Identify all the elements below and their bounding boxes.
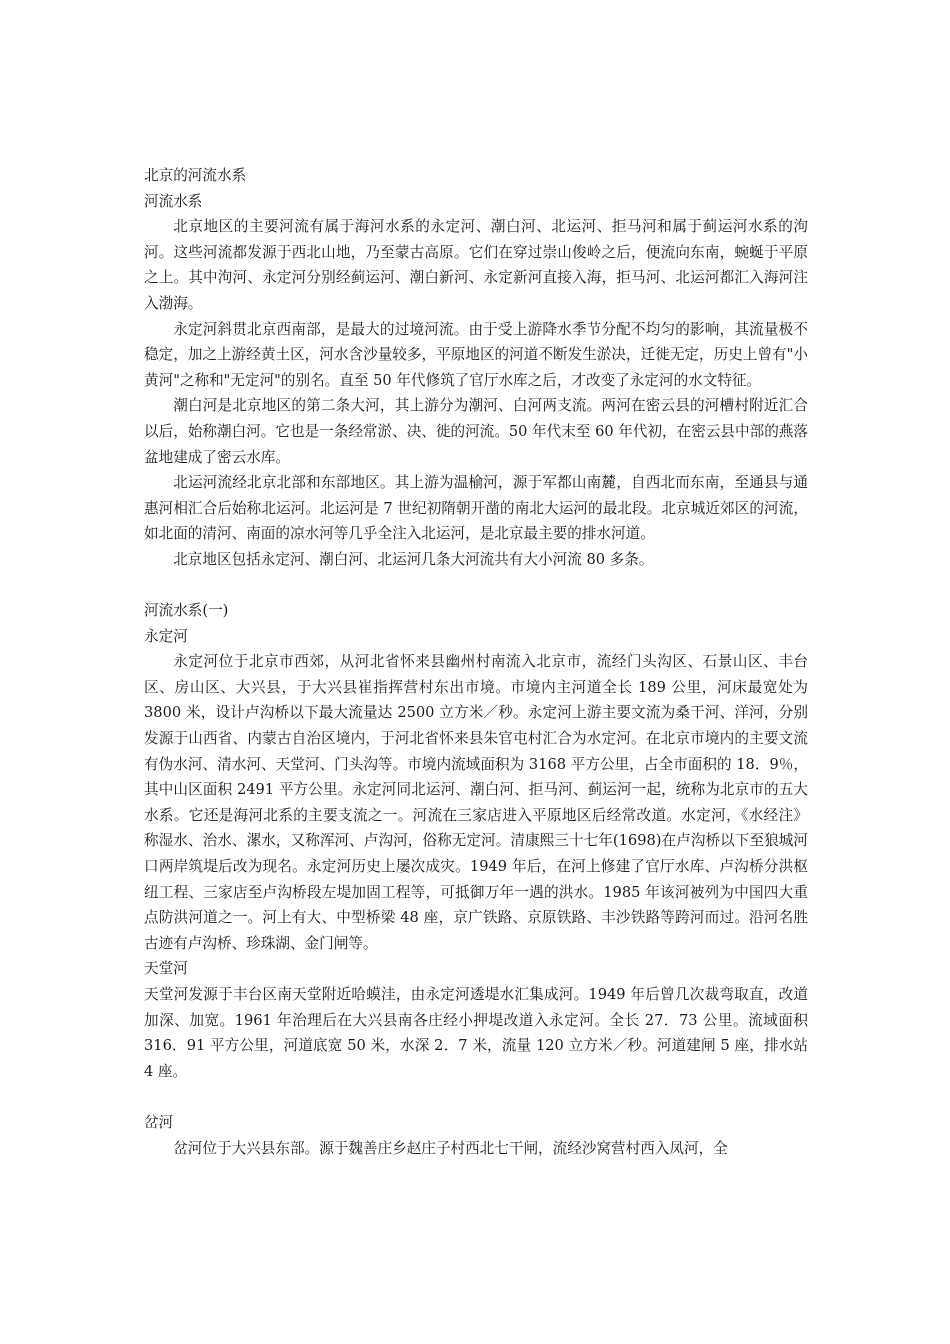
paragraph: 永定河斜贯北京西南部，是最大的过境河流。由于受上游降水季节分配不均匀的影响，其流量极不稳定，加之上游经黄土区，河水含沙量较多，平原地区的河道不断发生淤决，迁徙无定，历史上曾有"小黄河"之称和"无定河"的别名。直至 50 年代修筑了官厅水库之后，才改变了永定河的水文特征。 <box>144 320 808 389</box>
river-heading: 天堂河 <box>144 960 188 978</box>
river-heading: 岔河 <box>144 1113 174 1131</box>
paragraph: 永定河位于北京市西郊，从河北省怀来县幽州村南流入北京市，流经门头沟区、石景山区、丰台区、房山区、大兴县，于大兴县崔指挥营村东出市境。市境内主河道全长 189 公里，河床最宽处为 3800 米，设计卢沟桥以下最大流量达 2500 立方米／秒。永定河上游主要文流为桑干河、洋河，分别发源于山西省、内蒙古自治区境内，于河北省怀来县朱官屯村汇合为水定河。在北京市境内的主要文流有伪水河、清水河、天堂河、门头沟等。市境内流域面积为 3168 平方公里，占全市面积的 18．9％，其中山区面积 2491 平方公里。永定河同北运河、潮白河、拒马河、蓟运河一起，统称为北京市的五大水系。它还是海河北系的主要支流之一。河流在三家店进入平原地区后经常改道。水定河，《水经注》称湿水、治水、漯水，又称浑河、卢沟河，俗称无定河。清康熙三十七年(1698)在卢沟桥以下至狼城河口两岸筑堤后改为现名。永定河历史上屡次成灾。1949 年后，在河上修建了官厅水库、卢沟桥分洪枢纽工程、三家店至卢沟桥段左堤加固工程等，可抵御万年一遇的洪水。1985 年该河被列为中国四大重点防洪河道之一。河上有大、中型桥梁 48 座，京广铁路、京原铁路、丰沙铁路等跨河而过。沿河名胜古迹有卢沟桥、珍珠湖、金门闸等。 <box>144 653 808 952</box>
blank-line <box>144 1084 808 1110</box>
section-heading: 河流水系 <box>144 192 203 210</box>
paragraph: 岔河位于大兴县东部。源于魏善庄乡赵庄子村西北七干闸，流经沙窝营村西入凤河，全 <box>173 1139 728 1157</box>
paragraph: 北京地区包括永定河、潮白河、北运河几条大河流共有大小河流 80 多条。 <box>173 550 654 568</box>
river-heading: 永定河 <box>144 627 188 645</box>
paragraph: 北京地区的主要河流有属于海河水系的永定河、潮白河、北运河、拒马河和属于蓟运河水系的泃河。这些河流都发源于西北山地，乃至蒙古高原。它们在穿过崇山俊岭之后，便流向东南，蜿蜒于平原之上。其中泃河、永定河分别经蓟运河、潮白新河、永定新河直接入海，拒马河、北运河都汇入海河注入渤海。 <box>144 218 808 312</box>
blank-line <box>144 573 808 599</box>
section-heading: 河流水系(一) <box>144 602 229 620</box>
document-title: 北京的河流水系 <box>144 167 247 184</box>
document-page <box>144 163 808 1161</box>
paragraph: 天堂河发源于丰台区南天堂附近哈蟆洼，由永定河透堤水汇集成河。1949 年后曾几次裁弯取直，改道加深、加宽。1961 年治理后在大兴县南各庄经小押堤改道入永定河。全长 27．73 公里。流域面积 316．91 平方公里，河道底宽 50 米，水深 2．7 米，流量 120 立方米／秒。河道建闸 5 座，排水站 4 座。 <box>144 986 808 1080</box>
paragraph: 潮白河是北京地区的第二条大河，其上游分为潮河、白河两支流。两河在密云县的河槽村附近汇合以后，始称潮白河。它也是一条经常淤、决、徙的河流。50 年代末至 60 年代初，在密云县中部的燕落盆地建成了密云水库。 <box>144 397 808 466</box>
paragraph: 北运河流经北京北部和东部地区。其上游为温榆河，源于军都山南麓，自西北而东南，至通县与通惠河相汇合后始称北运河。北运河是 7 世纪初隋朝开凿的南北大运河的最北段。北京城近郊区的河流，如北面的清河、南面的凉水河等几乎全注入北运河，是北京最主要的排水河道。 <box>144 474 808 543</box>
